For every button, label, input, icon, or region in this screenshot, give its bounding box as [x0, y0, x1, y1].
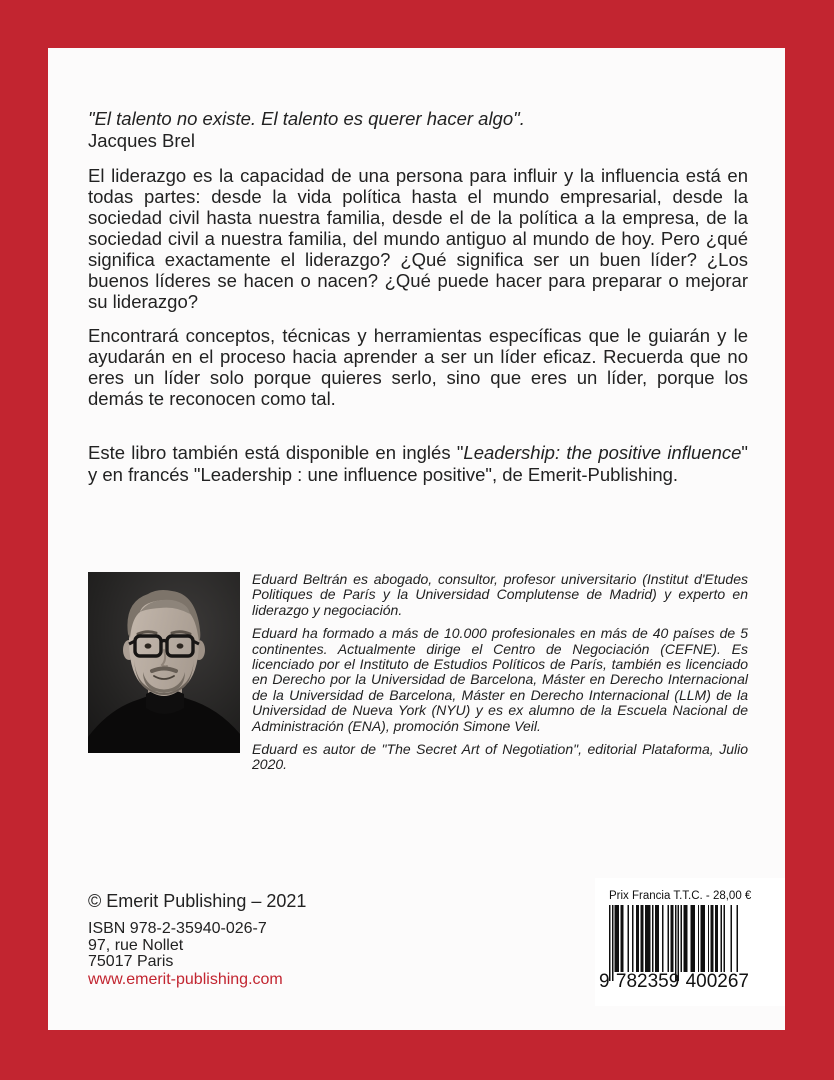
epigraph [88, 108, 748, 152]
author-photo [88, 572, 240, 753]
editions-prefix: Este libro también está disponible en inglés " [88, 442, 464, 463]
address-line-2: 75017 Paris [88, 953, 174, 970]
main-text-column [88, 48, 748, 486]
ean13-digits [599, 972, 749, 991]
author-bio-column [252, 572, 748, 781]
blurb-paragraph-1: El liderazgo es la capacidad de una persona para influir y la influencia está en todas partes: desde la vida política hasta el mundo empresarial, desde la sociedad civil hasta nuestra familia, desde el de la política a la empresa, de la sociedad civil a nuestra familia, del mundo antiguo al mundo de hoy. Pero ¿qué significa exactamente el liderazgo? ¿Qué significa ser un buen líder? ¿Los buenos líderes se hacen o nacen? ¿Qué puede hacer para preparar o mejorar su liderazgo? [88, 165, 748, 312]
ean-group-2: 400267 [685, 971, 749, 992]
bio-paragraph-1: Eduard Beltrán es abogado, consultor, profesor universitario (Institut d'Etudes Politiques de París y la Universidad Complutense de Madrid) y experto en liderazgo y negociación. [252, 571, 748, 618]
imprint-block [88, 891, 388, 989]
ean-first-digit: 9 [599, 971, 610, 992]
publisher-website-link[interactable]: www.emerit-publishing.com [88, 970, 283, 988]
copyright-line: © Emerit Publishing – 2021 [88, 891, 307, 911]
blurb-paragraph-2: Encontrará conceptos, técnicas y herramientas específicas que le guiarán y le ayudarán en el proceso hacia aprender a ser un líder eficaz. Recuerda que no eres un líder solo porque quieres serlo, sino que eres un líder, porque los demás te reconocen como tal. [88, 325, 748, 409]
price-label: Prix Francia T.T.C. - 28,00 € [609, 890, 752, 902]
address-line-1: 97, rue Nollet [88, 936, 184, 954]
author-section [88, 572, 748, 781]
editions-suffix: " y en francés "Leadership : une influence positive", de Emerit-Publishing. [88, 442, 748, 485]
epigraph-author: Jacques Brel [88, 130, 195, 151]
back-cover-panel [48, 48, 785, 1030]
bio-paragraph-3: Eduard es autor de "The Secret Art of Negotiation", editorial Plataforma, Julio 2020. [252, 741, 748, 773]
barcode-block [595, 878, 785, 1006]
bio-paragraph-2: Eduard ha formado a más de 10.000 profesionales en más de 40 países de 5 continentes. Actualmente dirige el Centro de Negociación (CEFNE). Es licenciado por el Instituto de Estudios Políticos de París, también es licenciado en Derecho por la Universidad de Barcelona, Máster en Derecho Internacional de la Universidad de Barcelona, Máster en Derecho Internacional (LLM) de la Universidad de Nueva York (NYU) y es ex alumno de la Escuela Nacional de Administración (ENA), promoción Simone Veil. [252, 625, 748, 734]
editions-english-title: Leadership: the positive influence [463, 442, 742, 463]
isbn-line: ISBN 978-2-35940-026-7 [88, 920, 267, 937]
author-portrait-illustration [88, 572, 240, 753]
editions-paragraph [88, 442, 748, 486]
epigraph-quote: "El talento no existe. El talento es querer hacer algo". [88, 108, 525, 129]
ean-group-1: 782359 [615, 971, 680, 992]
